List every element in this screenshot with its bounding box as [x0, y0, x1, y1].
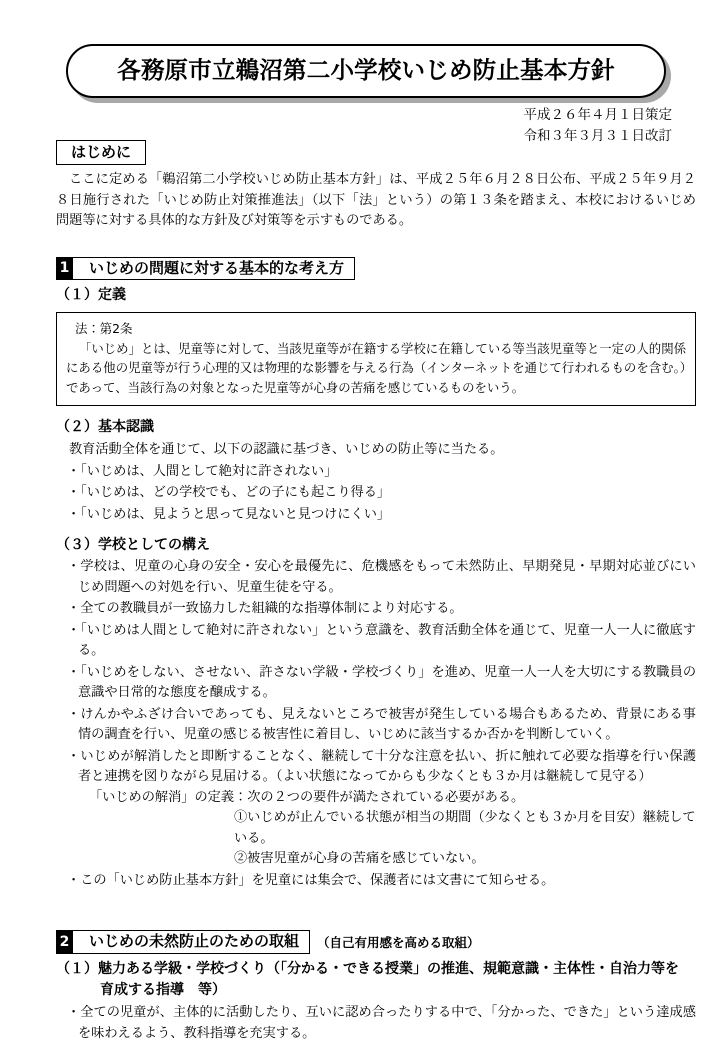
section1-sub3-bullet-list [56, 556, 696, 787]
document-content [56, 140, 696, 1043]
section1-title: いじめの問題に対する基本的な考え方 [73, 257, 355, 281]
list-item: ・ けんかやふざけ合いであっても、見えないところで被害が発生している場合もあるため、背景にある事情の調査を行い、児童の感じる被害性に着目し、いじめに該当するか否かを判断していく。 [56, 704, 696, 745]
page-title: 各務原市立鵜沼第二小学校いじめ防止基本方針 [117, 56, 615, 85]
section1-sub3-heading: （３）学校としての構え [56, 537, 210, 554]
section1-sub2-heading: （２）基本認識 [56, 419, 154, 436]
date-revised: 令和３年３月３１日改訂 [523, 128, 672, 143]
document-title-banner [66, 44, 666, 98]
resolution-definition-item-1: ①いじめが止んでいる状態が相当の期間（少なくとも３か月を目安）継続している。 [234, 809, 696, 845]
spacer [56, 406, 696, 412]
list-item: ・ 「いじめは、人間として絶対に許されない」 [56, 461, 696, 482]
list-item: ・ 全ての児童が、主体的に活動したり、互いに認め合ったりする中で、「分かった、できた」という達成感を味わえるよう、教科指導を充実する。 [56, 1002, 696, 1043]
list-item: ・ 「いじめは、見ようと思って見ないと見つけにくい」 [56, 504, 696, 525]
title-banner-box [66, 44, 666, 98]
law-article-text: 「いじめ」とは、児童等に対して、当該児童等が在籍する学校に在籍している等当該児童等と一定の人的関係にある他の児童等が行う心理的又は物理的な影響を与える行為（インターネットを通じて行われるものを含む。）であって、当該行為の対象となった児童等が心身の苦痛を感じているものをいう。 [66, 340, 686, 395]
section2-title: いじめの未然防止のための取組 [73, 930, 310, 954]
list-item: ・ 「いじめをしない、させない、許さない学級・学校づくり」を進め、児童一人一人を大切にする教職員の意識や日常的な態度を醸成する。 [56, 662, 696, 703]
section1-sub2-bullet-list [56, 461, 696, 525]
section1-number-badge: 1 [56, 257, 73, 281]
list-item: ・ 全ての教職員が一致協力した組織的な指導体制により対応する。 [56, 598, 696, 619]
law-article-label: 法：第2条 [75, 321, 133, 337]
law-quote-box [56, 312, 696, 406]
section2-sub1-heading-line1: （１）魅力ある学級・学校づくり（「分かる・できる授業」の推進、規範意識・主体性・自治力等を [56, 961, 679, 977]
intro-paragraph: ここに定める「鵜沼第二小学校いじめ防止基本方針」は、平成２５年６月２８日公布、平成２５年９月２８日施行された「いじめ防止対策推進法」（以下「法」という）の第１３条を踏まえ、本校におけるいじめ問題等に対する具体的な方針及び対策等を示すものである。 [56, 171, 696, 227]
section1-sub2-lead: 教育活動全体を通じて、以下の認識に基づき、いじめの防止等に当たる。 [69, 441, 504, 457]
intro-heading: はじめに [56, 140, 146, 165]
section2-sub1-heading-line2: 育成する指導 等） [100, 982, 226, 998]
spacer [56, 524, 696, 530]
section2-sub1-heading [56, 959, 696, 1001]
list-item: ・ 「いじめは人間として絶対に許されない」という意識を、教育活動全体を通じて、児童一人一人に徹底する。 [56, 620, 696, 661]
resolution-definition-item-2: ②被害児童が心身の苦痛を感じていない。 [234, 850, 485, 866]
list-item: ・ 学校は、児童の心身の安全・安心を最優先に、危機感をもって未然防止、早期発見・早期対応並びにいじめ問題への対処を行い、児童生徒を守る。 [56, 556, 696, 597]
section2-heading [56, 930, 696, 954]
section2-title-suffix: （自己有用感を高める取組） [317, 935, 480, 951]
date-established: 平成２６年４月１日策定 [523, 107, 672, 122]
list-item: ・ この「いじめ防止基本方針」を児童には集会で、保護者には文書にて知らせる。 [56, 870, 696, 891]
list-item: ・ 「いじめは、どの学校でも、どの子にも起こり得る」 [56, 482, 696, 503]
list-item: ・ いじめが解消したと即断することなく、継続して十分な注意を払い、折に触れて必要な指導を行い保護者と連携を図りながら見届ける。（よい状態になってからも少なくとも３か月は継続して見守る） [56, 746, 696, 787]
section1-sub3-closing-list [56, 870, 696, 891]
section2-number-badge: 2 [56, 930, 73, 954]
section2-sub1-bullet-list [56, 1002, 696, 1043]
section1-sub1-heading: （１）定義 [56, 287, 126, 304]
section1-heading [56, 257, 696, 281]
spacer [56, 890, 696, 904]
resolution-definition-lead: 「いじめの解消」の定義：次の２つの要件が満たされている必要がある。 [89, 788, 525, 804]
